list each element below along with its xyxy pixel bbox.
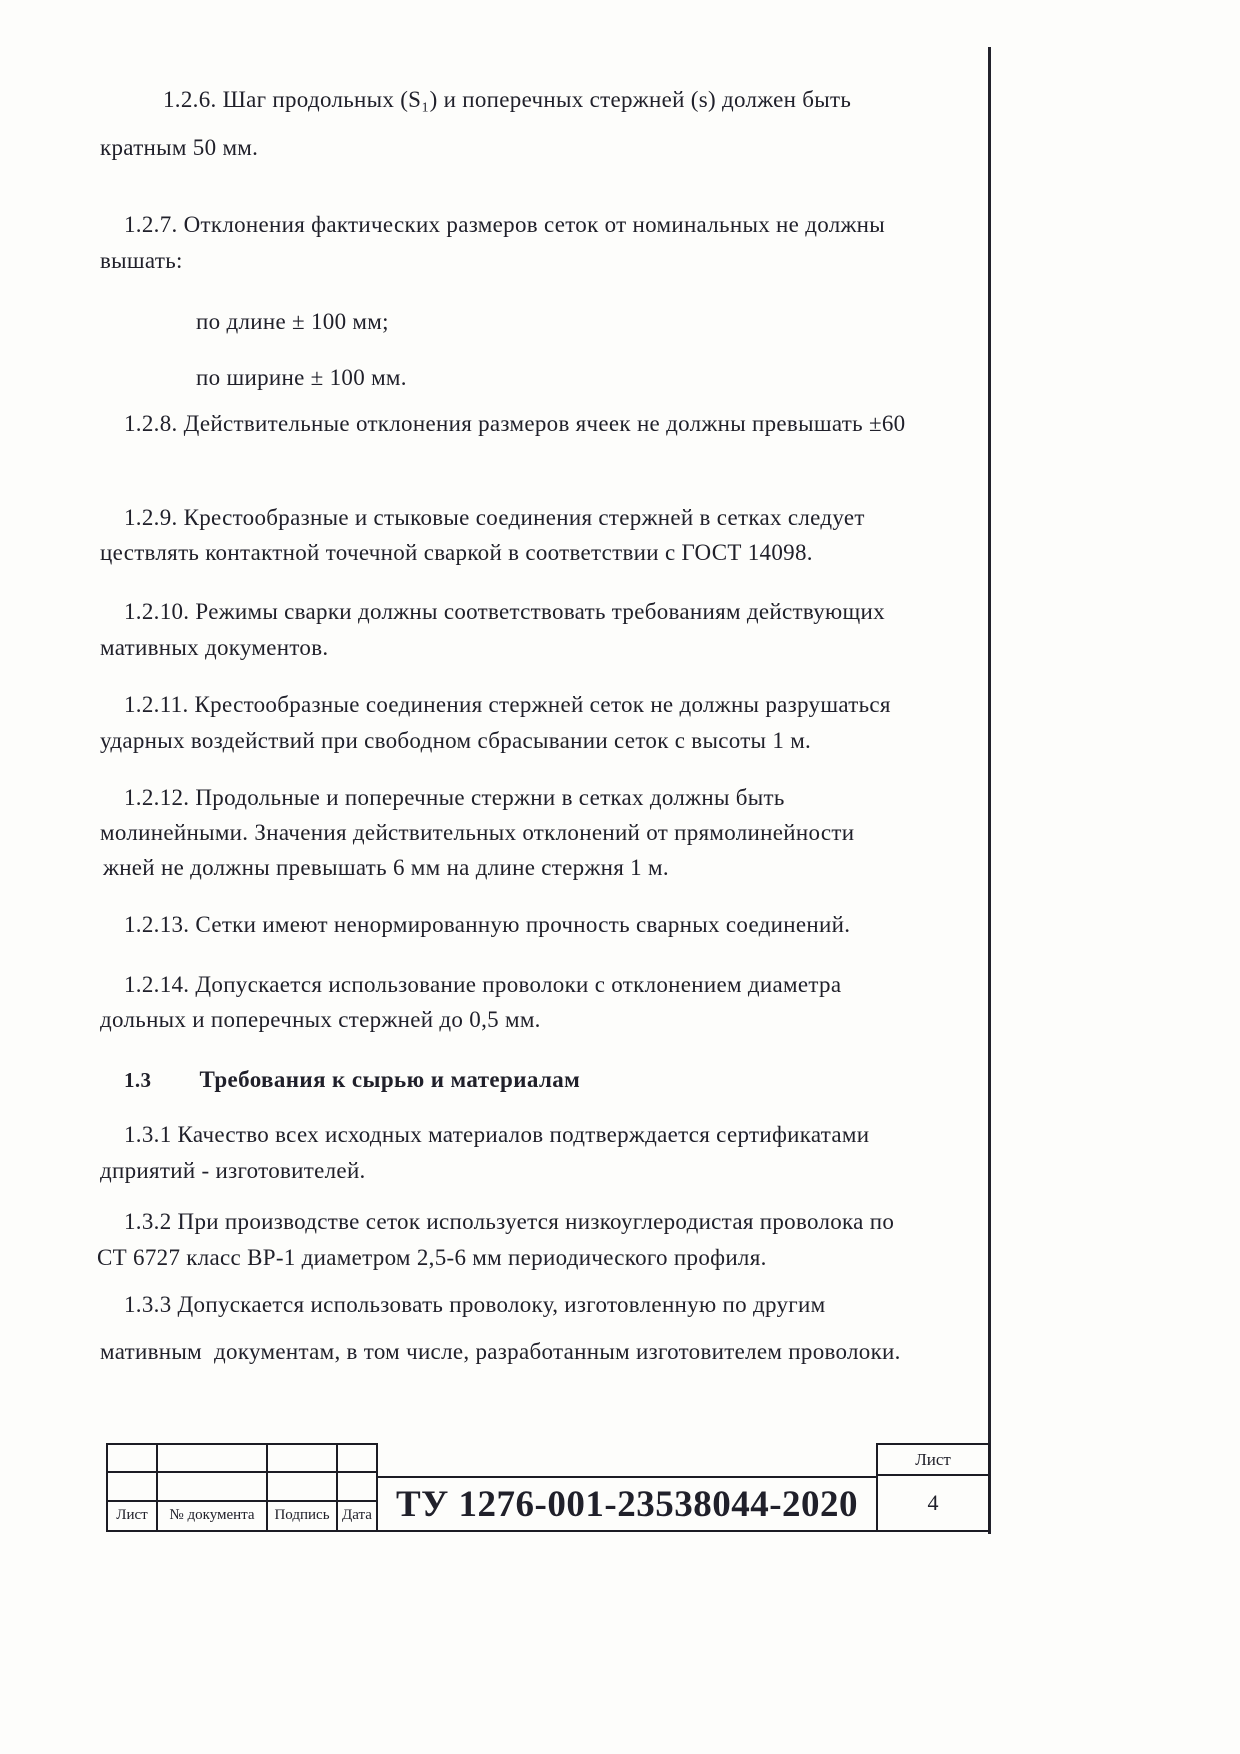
para-1-3-2-line-2: СТ 6727 класс ВР-1 диаметром 2,5-6 мм периодического профиля. — [97, 1245, 767, 1270]
revision-table — [106, 1443, 378, 1532]
para-1-2-7-line-1: 1.2.7. Отклонения фактических размеров сеток от номинальных не должны — [124, 212, 886, 237]
sheet-block — [876, 1443, 990, 1532]
section-title: Требования к сырью и материалам — [199, 1067, 581, 1092]
para-1-2-12-line-3: жней не должны превышать 6 мм на длине стержня 1 м. — [103, 855, 669, 880]
revision-header-date: Дата — [342, 1507, 372, 1524]
document-number-text: ТУ 1276-001-23538044-2020 — [395, 1483, 859, 1525]
para-1-2-10-line-2: мативных документов. — [100, 635, 329, 660]
revision-cell-empty — [108, 1445, 158, 1473]
revision-cell-empty — [108, 1473, 158, 1501]
para-1-3-1-line-1: 1.3.1 Качество всех исходных материалов подтверждается сертификатами — [124, 1122, 870, 1147]
revision-cell-empty — [158, 1445, 268, 1473]
para-1-2-12-line-2: молинейными. Значения действительных отклонений от прямолинейности — [100, 820, 855, 845]
document-number — [376, 1476, 878, 1532]
revision-header-docnumber: № документа — [158, 1502, 268, 1530]
para-1-2-10-line-1: 1.2.10. Режимы сварки должны соответствовать требованиям действующих — [124, 599, 885, 624]
page-frame-right-border — [988, 47, 991, 1534]
para-1-2-14-line-2: дольных и поперечных стержней до 0,5 мм. — [100, 1007, 541, 1032]
revision-cell-empty — [338, 1473, 376, 1501]
sheet-label: Лист — [878, 1445, 988, 1476]
para-1-2-12-line-1: 1.2.12. Продольные и поперечные стержни в сетках должны быть — [124, 785, 785, 810]
revision-cell-empty — [158, 1473, 268, 1501]
para-1-2-9-line-2: цествлять контактной точечной сваркой в соответствии с ГОСТ 14098. — [100, 540, 813, 565]
para-1-2-6-line-2: кратным 50 мм. — [100, 135, 259, 160]
section-number: 1.3 — [124, 1068, 152, 1092]
para-1-2-11-line-1: 1.2.11. Крестообразные соединения стержней сеток не должны разрушаться — [124, 692, 891, 717]
revision-cell-empty — [268, 1473, 338, 1501]
list-item-length: по длине ± 100 мм; — [196, 309, 389, 334]
para-1-2-7-line-2: вышать: — [100, 248, 183, 273]
revision-cell-empty — [268, 1445, 338, 1473]
para-1-2-9-line-1: 1.2.9. Крестообразные и стыковые соединения стержней в сетках следует — [124, 505, 865, 530]
title-block — [106, 1443, 990, 1532]
para-1-3-3-line-1: 1.3.3 Допускается использовать проволоку, изготовленную по другим — [124, 1292, 826, 1317]
section-heading-1-3 — [124, 1066, 580, 1095]
para-1-3-3-line-2: мативным документам, в том числе, разработанным изготовителем проволоки. — [100, 1339, 901, 1364]
para-1-3-1-line-2: дприятий - изготовителей. — [100, 1158, 366, 1183]
para-1-2-14-line-1: 1.2.14. Допускается использование проволоки с отклонением диаметра — [124, 972, 842, 997]
list-item-width: по ширине ± 100 мм. — [196, 365, 407, 390]
revision-header-sheet: Лист — [108, 1502, 158, 1530]
para-1-2-13-line-1: 1.2.13. Сетки имеют ненормированную прочность сварных соединений. — [124, 912, 851, 937]
para-1-3-2-line-1: 1.3.2 При производстве сеток используется низкоуглеродистая проволока по — [124, 1209, 895, 1234]
revision-header-signature: Подпись — [268, 1502, 338, 1530]
revision-cell-empty — [338, 1445, 376, 1473]
para-1-2-11-line-2: ударных воздействий при свободном сбрасывании сеток с высоты 1 м. — [100, 728, 812, 753]
sheet-number: 4 — [927, 1490, 939, 1515]
para-1-2-6-line-1: 1.2.6. Шаг продольных (S₁) и поперечных стержней (s) должен быть — [163, 87, 852, 112]
para-1-2-8-line-1: 1.2.8. Действительные отклонения размеров ячеек не должны превышать ±60 — [124, 411, 906, 436]
